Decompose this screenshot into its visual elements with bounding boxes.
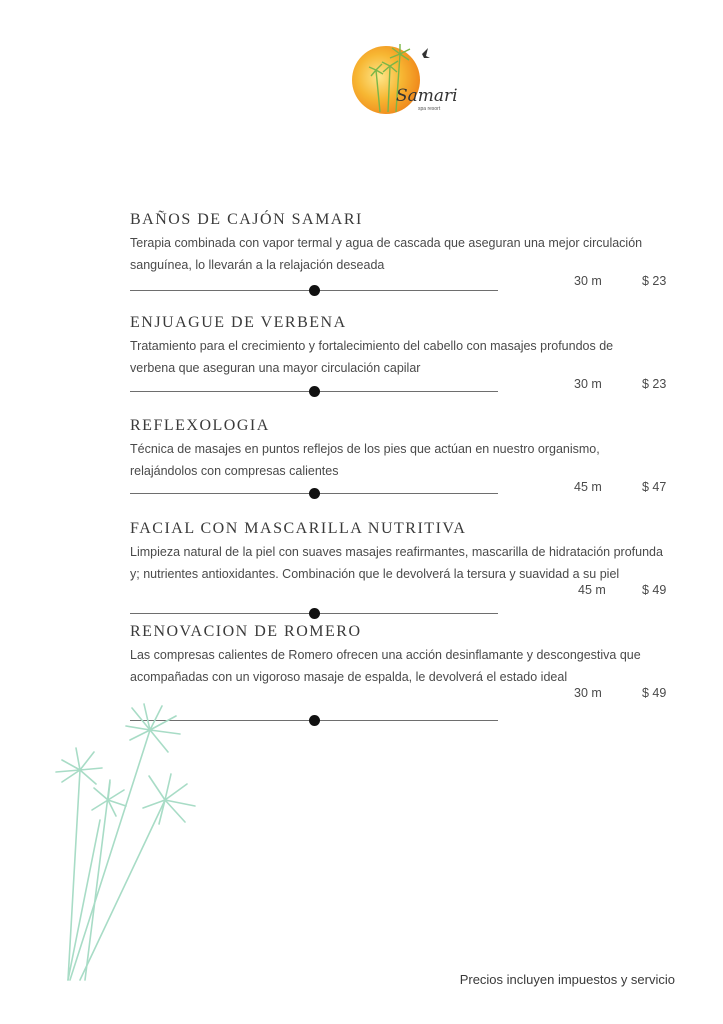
item-description [130,335,670,379]
description-line: y; nutrientes antioxidantes. Combinación que le devolverá la tersura y suavidad a su piel [130,567,620,581]
bird-icon [309,285,320,296]
item-duration: 45 m [578,583,606,597]
menu-item [130,519,690,597]
logo-wordmark: Samari [396,86,458,106]
description-line: Técnica de masajes en puntos reflejos de los pies que actúan en nuestro organismo, [130,442,600,456]
samari-logo [350,40,458,120]
item-price: $ 49 [642,583,667,597]
item-price: $ 23 [642,274,667,288]
description-line: relajándolos con compresas calientes [130,464,339,478]
item-title: ENJUAGUE DE VERBENA [130,314,347,331]
item-duration: 30 m [574,274,602,288]
menu-item [130,313,690,391]
description-line: verbena que aseguran una mayor circulación capilar [130,361,421,375]
item-duration: 30 m [574,377,602,391]
item-title: FACIAL CON MASCARILLA NUTRITIVA [130,520,467,537]
item-title: REFLEXOLOGIA [130,417,270,434]
description-line: Terapia combinada con vapor termal y agua de cascada que aseguran una mejor circulación [130,236,643,250]
item-description [130,541,690,585]
item-price: $ 49 [642,686,667,700]
item-title: BAÑOS DE CAJÓN SAMARI [130,211,363,228]
description-line: Tratamiento para el crecimiento y fortalecimiento del cabello con masajes profundos de [130,339,614,353]
papyrus-plant-illustration [40,700,240,990]
item-title: RENOVACION DE ROMERO [130,623,362,640]
menu-item [130,210,690,288]
item-duration: 30 m [574,686,602,700]
item-duration: 45 m [574,480,602,494]
item-price: $ 47 [642,480,667,494]
menu-item [130,622,690,700]
plant-icon [40,700,240,990]
bird-icon [309,608,320,619]
bird-icon [309,715,320,726]
logo-subtext: spa resort [418,106,441,112]
description-line: Limpieza natural de la piel con suaves masajes reafirmantes, mascarilla de hidratación profunda [130,545,663,559]
item-description [130,232,670,276]
menu-item [130,416,690,494]
description-line: acompañadas con un vigoroso masaje de espalda, le devolverá el estado ideal [130,670,568,684]
item-description [130,644,670,688]
bird-icon [309,386,320,397]
footer-note: Precios incluyen impuestos y servicio [459,972,675,987]
bird-icon [309,488,320,499]
item-description [130,438,670,482]
description-line: Las compresas calientes de Romero ofrecen una acción desinflamante y descongestiva que [130,648,641,662]
item-price: $ 23 [642,377,667,391]
description-line: sanguínea, lo llevarán a la relajación deseada [130,258,385,272]
